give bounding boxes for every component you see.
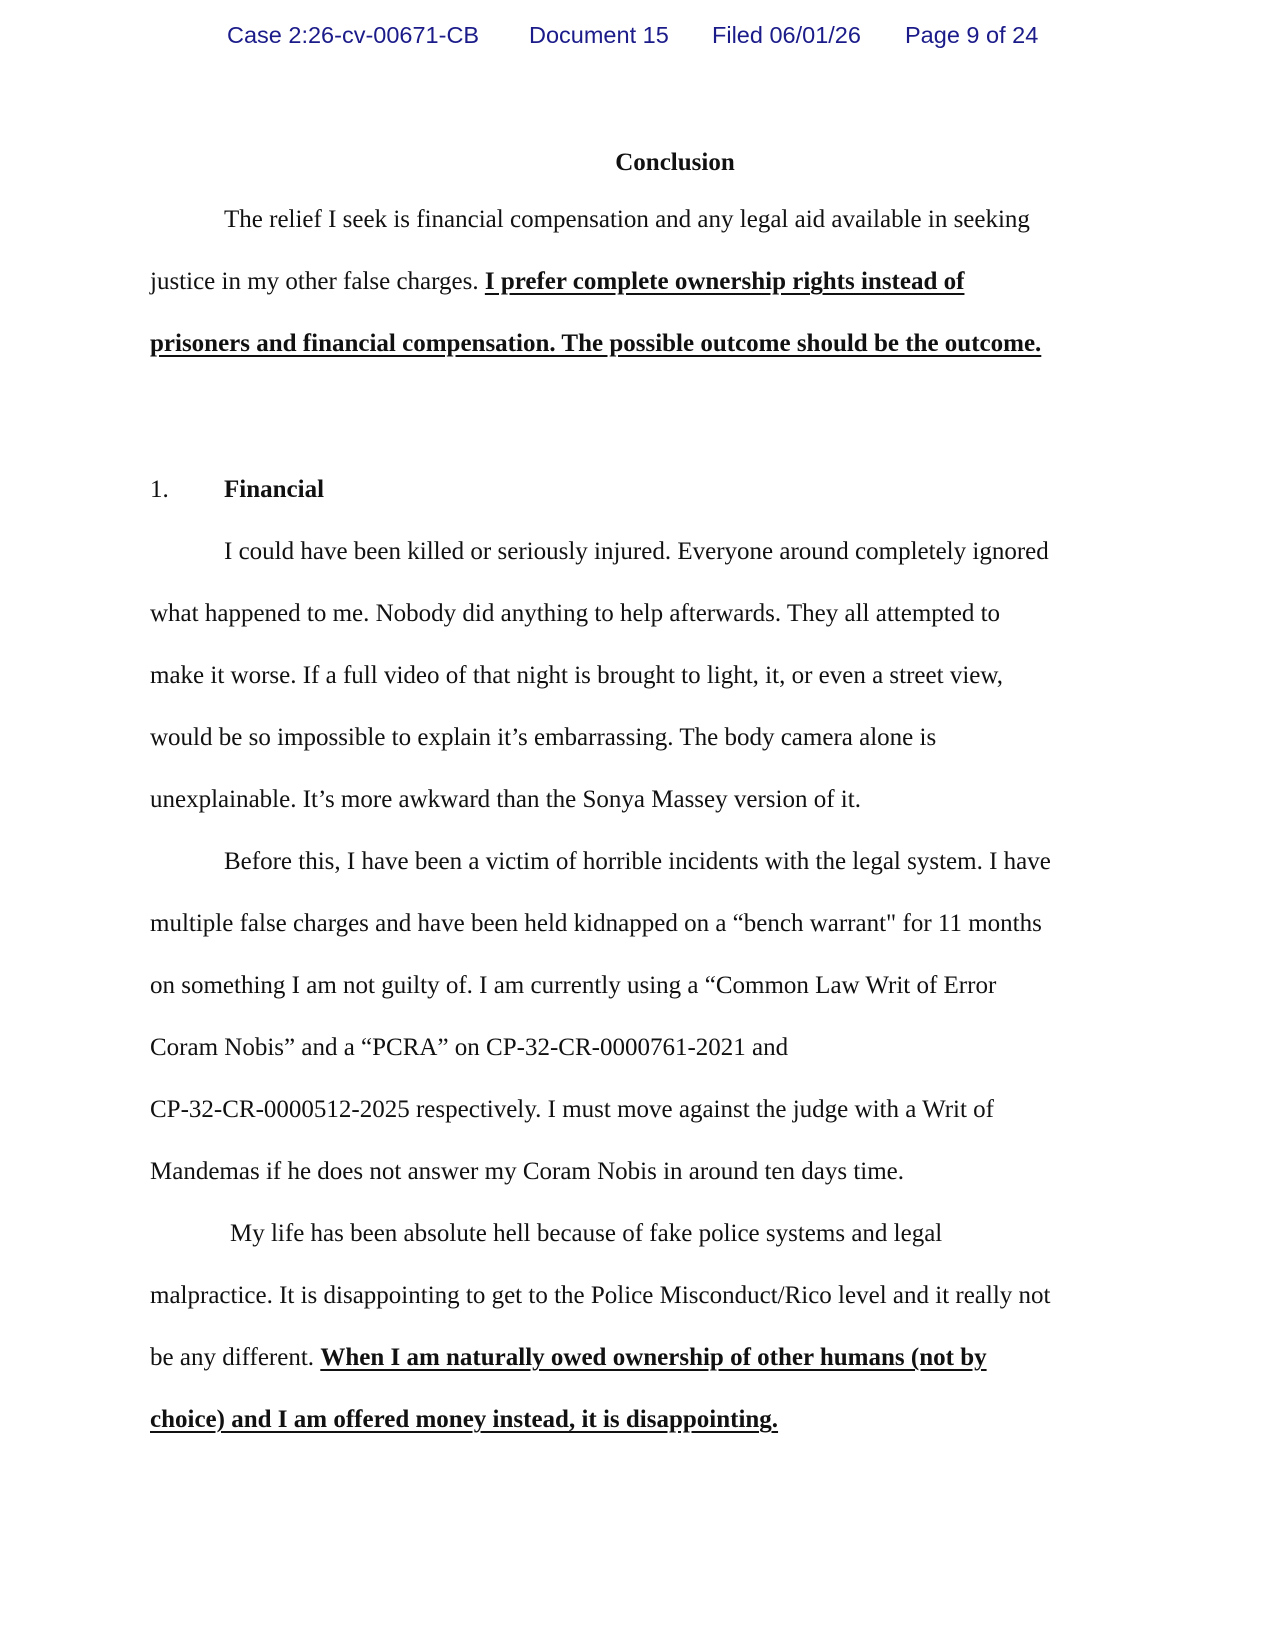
body-line [150, 266, 964, 298]
body-line: The relief I seek is financial compensation and any legal aid available in seeking [224, 206, 1030, 233]
body-line: would be so impossible to explain it’s embarrassing. The body camera alone is [150, 724, 937, 751]
body-line: Coram Nobis” and a “PCRA” on CP-32-CR-0000761-2021 and [150, 1034, 789, 1061]
body-line: CP-32-CR-0000512-2025 respectively. I must move against the judge with a Writ of [150, 1096, 994, 1123]
emphasized-line: prisoners and financial compensation. The possible outcome should be the outcome. [150, 330, 1042, 357]
page-number: Page 9 of 24 [905, 22, 1039, 48]
body-line [150, 1342, 987, 1374]
section-heading: Conclusion [615, 149, 735, 176]
body-line: on something I am not guilty of. I am currently using a “Common Law Writ of Error [150, 972, 997, 999]
body-line: malpractice. It is disappointing to get to the Police Misconduct/Rico level and it really not [150, 1282, 1051, 1309]
body-text: be any different. [150, 1344, 321, 1371]
body-line: unexplainable. It’s more awkward than the Sonya Massey version of it. [150, 786, 861, 813]
body-line: Before this, I have been a victim of horrible incidents with the legal system. I have [224, 848, 1051, 875]
emphasized-text: When I am naturally owed ownership of other humans (not by [320, 1344, 987, 1371]
section-number: 1. [150, 476, 169, 503]
emphasized-text: I prefer complete ownership rights instead of [484, 268, 965, 295]
body-line: My life has been absolute hell because of fake police systems and legal [230, 1220, 943, 1247]
case-number: Case 2:26-cv-00671-CB [227, 22, 480, 48]
body-text: justice in my other false charges. [150, 268, 485, 295]
body-line: Mandemas if he does not answer my Coram Nobis in around ten days time. [150, 1158, 905, 1185]
body-line: make it worse. If a full video of that night is brought to light, it, or even a street view, [150, 662, 1004, 689]
emphasized-line: choice) and I am offered money instead, it is disappointing. [150, 1406, 779, 1433]
body-line: multiple false charges and have been held kidnapped on a “bench warrant" for 11 months [150, 910, 1042, 937]
body-line: I could have been killed or seriously injured. Everyone around completely ignored [224, 538, 1049, 565]
case-header [0, 22, 1275, 56]
section-title: Financial [224, 476, 325, 503]
body-line: what happened to me. Nobody did anything to help afterwards. They all attempted to [150, 600, 1001, 627]
filed-date: Filed 06/01/26 [712, 22, 861, 48]
document-number: Document 15 [529, 22, 669, 48]
